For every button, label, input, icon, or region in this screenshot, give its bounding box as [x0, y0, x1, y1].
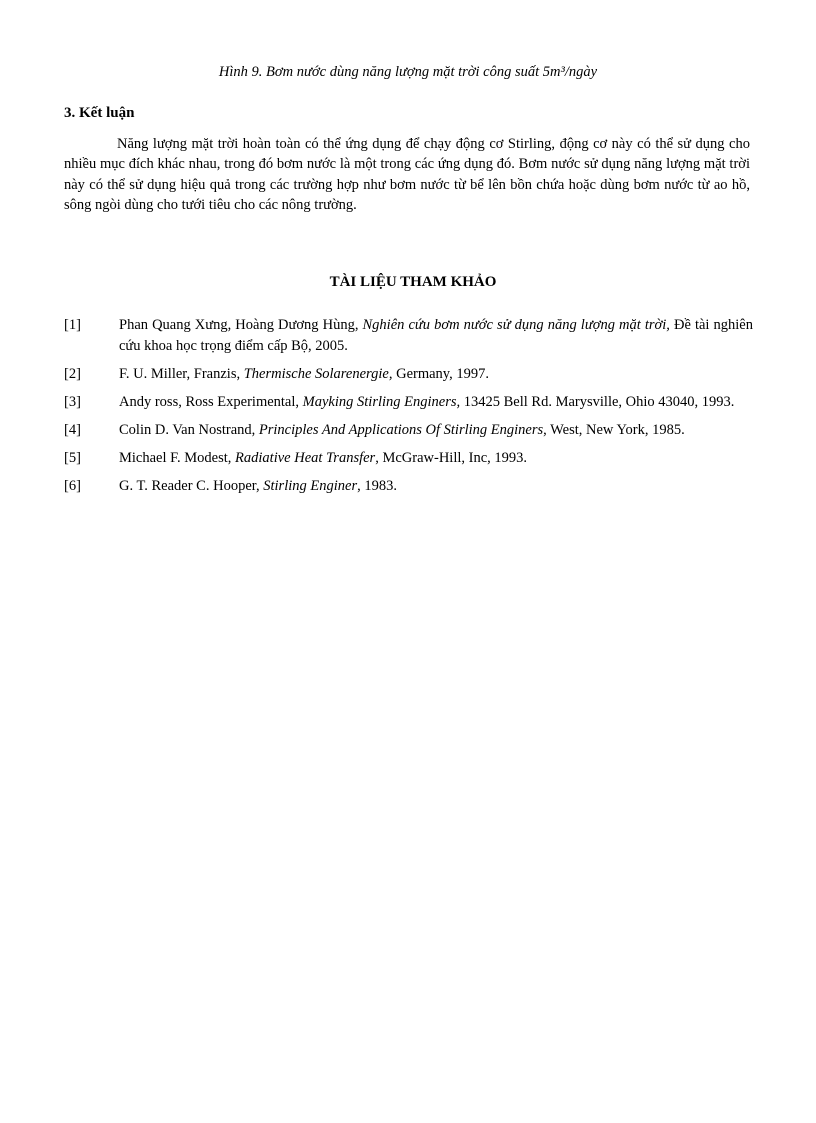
reference-number: [6]	[64, 478, 81, 494]
reference-text	[119, 476, 753, 497]
reference-number: [4]	[64, 422, 81, 438]
reference-authors: Michael F. Modest,	[119, 450, 236, 466]
section-heading: 3. Kết luận	[64, 105, 135, 121]
reference-work-title: Stirling Enginer	[263, 478, 358, 494]
reference-list	[64, 315, 753, 504]
reference-number: [5]	[64, 450, 81, 466]
reference-work-title: Nghiên cứu bơm nước sử dụng năng lượng mặt trời,	[362, 317, 670, 333]
reference-number: [1]	[64, 317, 81, 333]
figure-caption: Hình 9. Bơm nước dùng năng lượng mặt trời công suất 5m³/ngày	[218, 64, 598, 80]
reference-text	[119, 448, 753, 469]
reference-item	[64, 448, 753, 469]
reference-authors: Phan Quang Xưng, Hoàng Dương Hùng,	[119, 317, 363, 333]
reference-authors: Colin D. Van Nostrand,	[119, 422, 259, 438]
references-title: TÀI LIỆU THAM KHẢO	[329, 274, 497, 290]
reference-details: , McGraw-Hill, Inc, 1993.	[375, 450, 528, 466]
reference-details: , West, New York, 1985.	[543, 422, 685, 438]
reference-work-title: Mayking Stirling Enginers,	[302, 394, 461, 410]
reference-work-title: Principles And Applications Of Stirling Enginers	[258, 422, 544, 438]
reference-details: Đề tài nghiên cứu khoa học trọng điểm cấp Bộ, 2005.	[119, 317, 753, 354]
reference-details: , 1983.	[357, 478, 397, 494]
reference-text	[119, 315, 753, 357]
reference-number: [3]	[64, 394, 81, 410]
reference-item	[64, 315, 753, 357]
reference-work-title: Thermische Solarenergie,	[243, 366, 393, 382]
reference-authors: Andy ross, Ross Experimental,	[119, 394, 303, 410]
reference-authors: G. T. Reader C. Hooper,	[119, 478, 264, 494]
conclusion-paragraph: Năng lượng mặt trời hoàn toàn có thể ứng dụng để chạy động cơ Stirling, động cơ này có thể sử dụng cho nhiều mục đích khác nhau, trong đó bơm nước là một trong các ứng dụng đó. Bơm nước sử dụng năng lượng mặt trời này có thể sử dụng hiệu quả trong các trường hợp như bơm nước từ bể lên bồn chứa hoặc dùng bơm nước từ ao hồ, sông ngòi dùng cho tưới tiêu cho các nông trường.	[64, 136, 750, 213]
reference-text	[119, 364, 753, 385]
reference-text	[119, 420, 753, 441]
reference-work-title: Radiative Heat Transfer	[235, 450, 376, 466]
reference-text	[119, 392, 753, 413]
reference-number: [2]	[64, 366, 81, 382]
reference-item	[64, 364, 753, 385]
reference-item	[64, 392, 753, 413]
reference-item	[64, 476, 753, 497]
reference-details: Germany, 1997.	[392, 366, 489, 382]
reference-item	[64, 420, 753, 441]
reference-authors: F. U. Miller, Franzis,	[119, 366, 244, 382]
reference-details: 13425 Bell Rd. Marysville, Ohio 43040, 1993.	[460, 394, 735, 410]
